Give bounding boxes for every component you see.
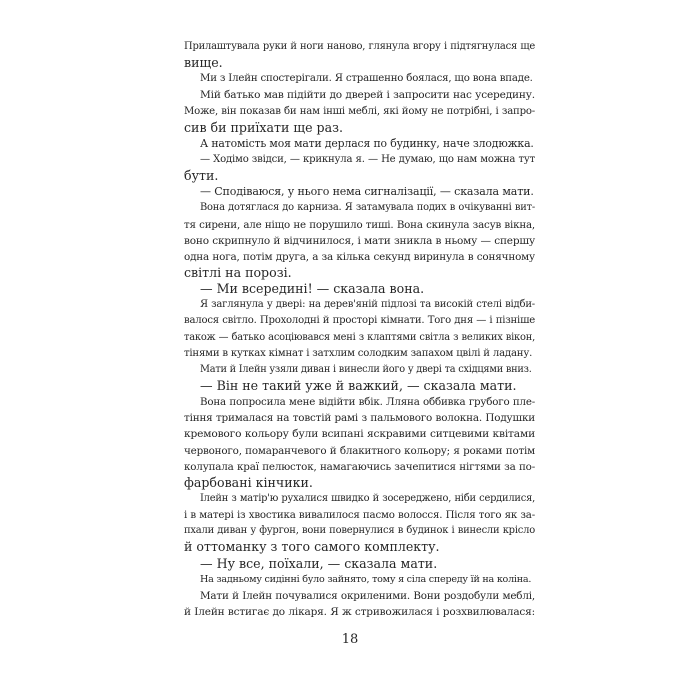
text-line: Ілейн з матір'ю рухалися швидко й зосереджено, ніби сердилися, — [200, 492, 535, 504]
text-line: червоного, помаранчевого й блакитного кольору; я роками потім — [184, 444, 535, 457]
text-line: вище. — [184, 55, 223, 71]
text-line: Може, він показав би нам інші меблі, які йому не потрібні, і запро- — [184, 105, 535, 117]
text-line: — Він не такий уже й важкий, — сказала мати. — [200, 377, 517, 393]
text-line: колупала краї пелюсток, намагаючись зачепитися нігтями за по- — [184, 460, 535, 473]
text-line: валося світло. Прохолодні й просторі кімнати. Того дня — і пізніше — [184, 315, 535, 327]
text-line: також — батько асоціювався мені з клаптями світла з великих вікон, — [184, 331, 535, 343]
text-line: й Ілейн встигає до лікаря. Я ж стривожилася і розхвилювалася: — [184, 605, 535, 618]
text-line: А натомість моя мати дерлася по будинку, наче злодюжка. — [200, 136, 534, 150]
text-line: тя сирени, але ніщо не порушило тиші. Вона скинула засув вікна, — [184, 218, 535, 231]
text-line: фарбовані кінчики. — [184, 474, 313, 490]
text-line: кремового кольору були всипані яскравими ситцевими квітами — [184, 427, 535, 441]
text-line: пхали диван у фургон, вони повернулися в будинок і винесли крісло — [184, 525, 535, 537]
text-line: Прилаштувала руки й ноги наново, глянула вгору і підтягнулася ще — [184, 41, 535, 52]
text-line: і в матері із хвостика вивалилося пасмо волосся. Після того як за- — [184, 509, 535, 522]
text-line: тінями в кутках кімнат і затхлим солодким запахом цвілі й ладану. — [184, 347, 533, 359]
text-line: сив би приїхати ще раз. — [184, 119, 343, 135]
text-line: — Ми всередині! — сказала вона. — [200, 281, 425, 297]
text-line: — Ну все, поїхали, — сказала мати. — [200, 555, 438, 571]
text-line: Мати й Ілейн почувалися окриленими. Вони роздобули меблі, — [200, 589, 535, 602]
text-line: одна нога, потім друга, а за кілька секунд виринула в сонячному — [184, 250, 535, 263]
text-line: — Сподіваюся, у нього нема сигналізації, — сказала мати. — [200, 185, 534, 199]
text-line: й оттоманку з того самого комплекту. — [184, 539, 440, 555]
text-line: — Ходімо звідси, — крикнула я. — Не думаю, що нам можна тут — [200, 153, 535, 165]
text-line: тіння трималася на товстій рамі з пальмового волокна. Подушки — [184, 412, 535, 425]
text-line: воно скрипнуло й відчинилося, і мати зникла в ньому — спершу — [184, 234, 535, 247]
text-line: Вона попросила мене відійти вбік. Лляна оббивка грубого пле- — [200, 396, 535, 409]
text-line: На задньому сидінні було зайнято, тому я сіла спереду їй на коліна. — [200, 573, 532, 585]
text-line: Ми з Ілейн спостерігали. Я страшенно боялася, що вона впаде. — [200, 73, 533, 85]
body-text — [184, 39, 535, 620]
text-line: Мати й Ілейн узяли диван і винесли його у двері та східцями вниз. — [200, 363, 532, 375]
text-line: світлі на порозі. — [184, 264, 292, 280]
page-number: 18 — [341, 632, 359, 647]
text-line: Вона дотяглася до карниза. Я затамувала подих в очікуванні вит- — [200, 202, 535, 214]
text-line: Я заглянула у двері: на дерев'яній підлозі та високій стелі відби- — [200, 299, 535, 311]
text-line: Мій батько мав підійти до дверей і запросити нас усередину. — [200, 89, 535, 102]
text-line: бути. — [184, 168, 219, 184]
